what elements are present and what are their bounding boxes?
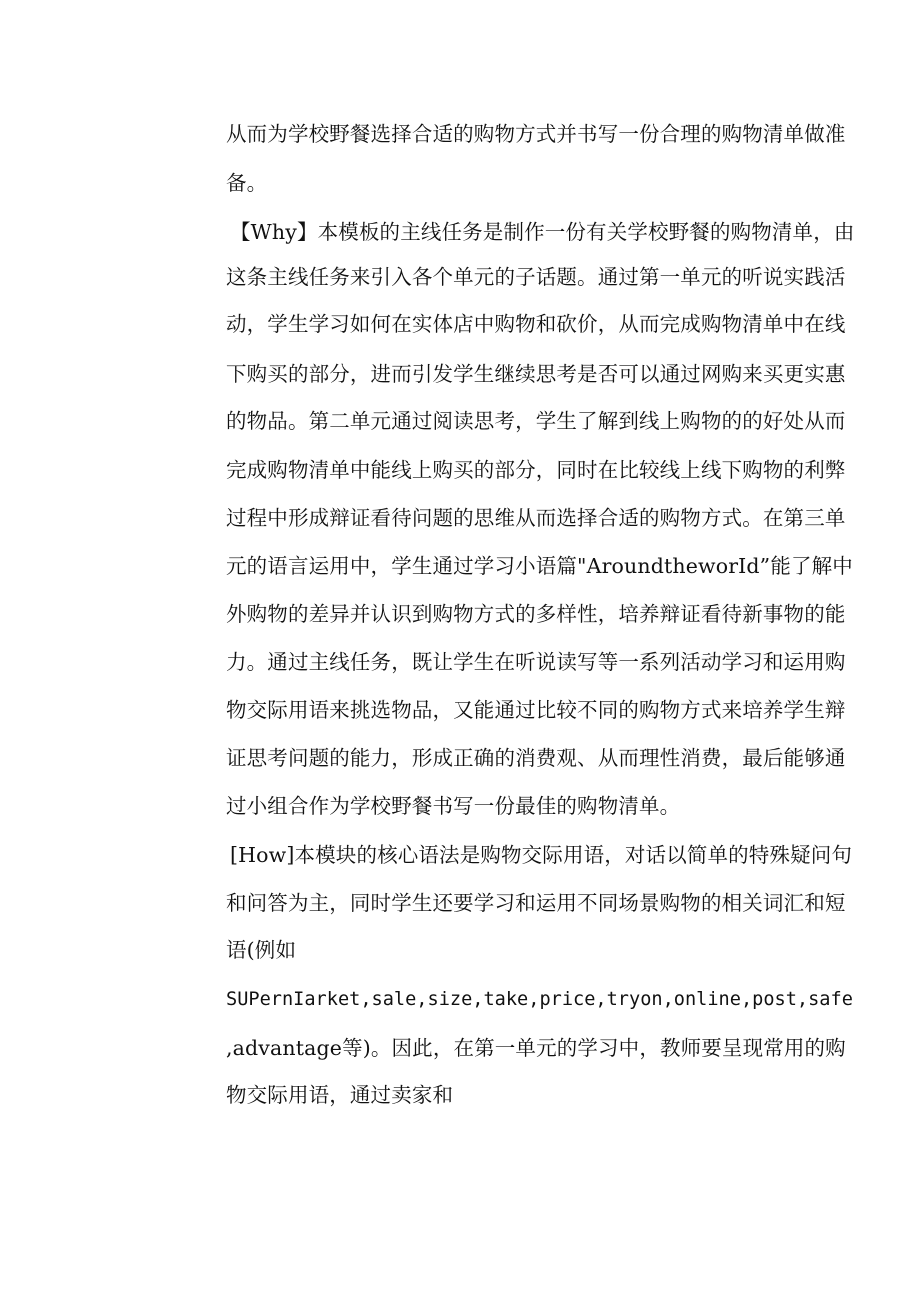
paragraph-line: 外购物的差异并认识到购物方式的多样性，培养辩证看待新事物的能: [226, 602, 846, 626]
paragraph-line: [How]本模块的核心语法是购物交际用语，对话以简单的特殊疑问句: [230, 843, 853, 867]
paragraph-line: 物交际用语来挑选物品，又能通过比较不同的购物方式来培养学生辩: [226, 698, 846, 722]
paragraph-line: 的物品。第二单元通过阅读思考，学生了解到线上购物的的好处从而: [226, 409, 846, 433]
paragraph-line: 过程中形成辩证看待问题的思维从而选择合适的购物方式。在第三单: [226, 506, 846, 530]
paragraph-line: 证思考问题的能力，形成正确的消费观、从而理性消费，最后能够通: [226, 746, 846, 770]
paragraph-line: SUPernIarket,sale,size,take,price,tryon,online,post,safe: [226, 989, 853, 1010]
paragraph-line: 元的语言运用中，学生通过学习小语篇"AroundtheworId”能了解中: [226, 554, 853, 578]
paragraph-line: 下购买的部分，进而引发学生继续思考是否可以通过网购来买更实惠: [226, 362, 846, 386]
paragraph-line: 语(例如: [226, 938, 297, 962]
paragraph-line: 物交际用语，通过卖家和: [226, 1083, 454, 1107]
paragraph-line: 从而为学校野餐选择合适的购物方式并书写一份合理的购物清单做准: [226, 122, 846, 146]
paragraph-line: 完成购物清单中能线上购买的部分，同时在比较线上线下购物的利弊: [226, 458, 846, 482]
paragraph-line: 这条主线任务来引入各个单元的子话题。通过第一单元的听说实践活: [226, 265, 846, 289]
paragraph-line: 力。通过主线任务，既让学生在听说读写等一系列活动学习和运用购: [226, 650, 846, 674]
paragraph-line: ,advantage等)。因此，在第一单元的学习中，教师要呈现常用的购: [226, 1036, 846, 1060]
paragraph-line: 动，学生学习如何在实体店中购物和砍价，从而完成购物清单中在线: [226, 312, 846, 336]
paragraph-line: 和问答为主，同时学生还要学习和运用不同场景购物的相关词汇和短: [226, 891, 846, 915]
paragraph-line: 【Why】本模板的主线任务是制作一份有关学校野餐的购物清单，由: [230, 220, 855, 244]
paragraph-line: 备。: [226, 171, 268, 195]
paragraph-line: 过小组合作为学校野餐书写一份最佳的购物清单。: [226, 794, 681, 818]
